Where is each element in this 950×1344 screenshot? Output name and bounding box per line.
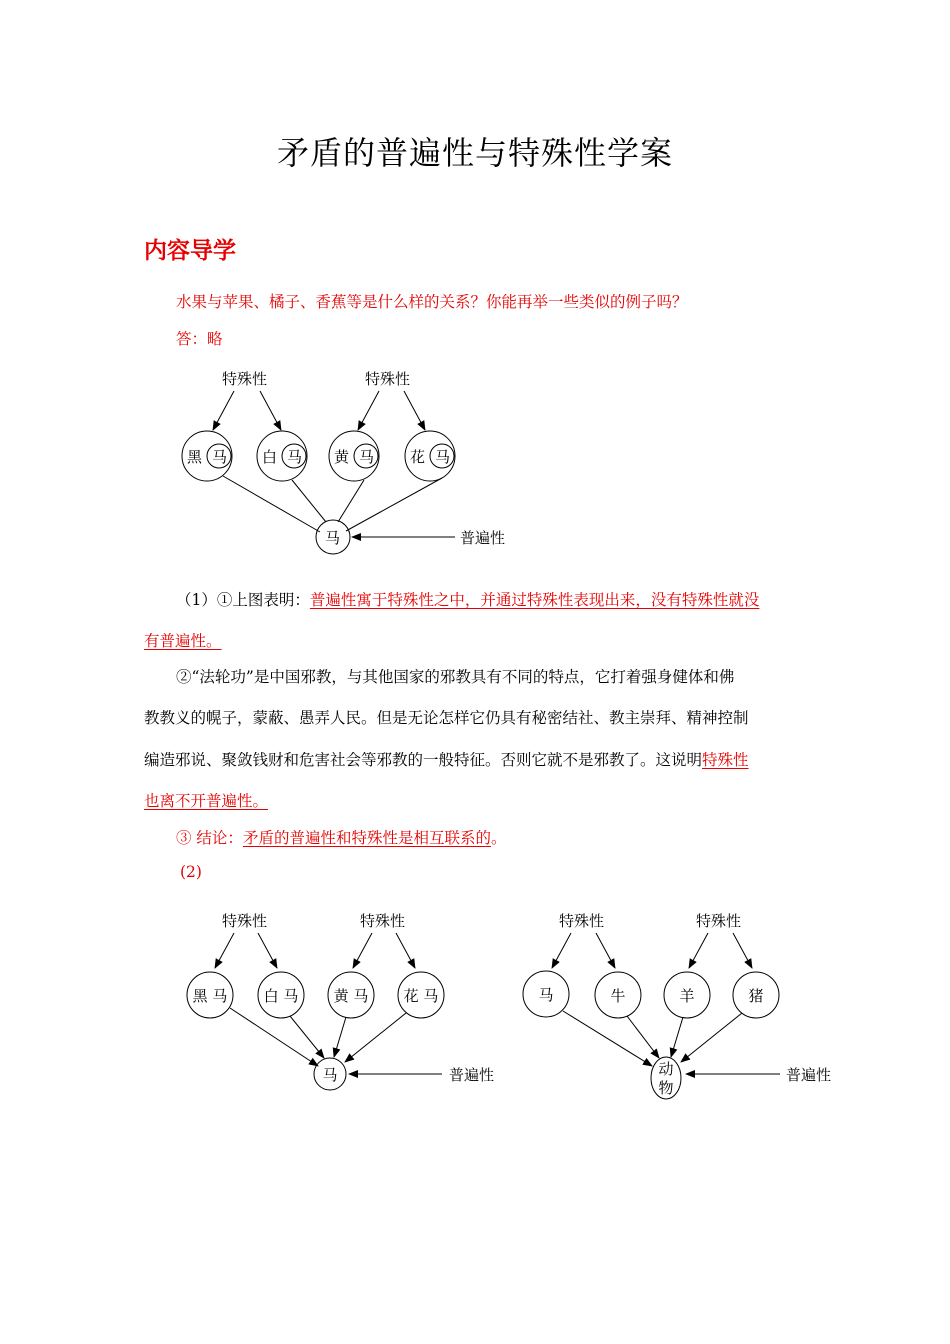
node-label: 马 [538, 986, 554, 1004]
page-title: 矛盾的普遍性与特殊性学案 [276, 134, 673, 172]
node-left-char: 黑 [187, 448, 203, 466]
node-right-char: 马 [212, 448, 228, 466]
item1-prefix: （1）①上图表明： [176, 591, 310, 609]
item2-line3-underline: 特殊性 [702, 751, 749, 769]
particularity-label: 特殊性 [696, 912, 742, 930]
center-node-label: 马 [325, 529, 341, 547]
particularity-label: 特殊性 [559, 912, 605, 930]
node-left-char: 花 [410, 448, 426, 466]
node-label: 羊 [679, 987, 695, 1005]
node-label: 牛 [610, 987, 626, 1005]
node-left-char: 黄 [334, 448, 350, 466]
item3-suffix: 。 [490, 829, 507, 847]
particularity-label: 特殊性 [365, 370, 411, 388]
node-label: 猪 [748, 987, 764, 1005]
node-right-char: 马 [435, 448, 451, 466]
item2-line4-underline: 也离不开普遍性。 [144, 792, 269, 810]
node-label: 黑 马 [192, 987, 228, 1005]
item2-line3-text: 编造邪说、聚敛钱财和危害社会等邪教的一般特征。否则它就不是邪教了。这说明 [144, 751, 703, 769]
node-label: 花 马 [403, 987, 439, 1005]
node-right-char: 马 [287, 448, 303, 466]
question-text: 水果与苹果、橘子、香蕉等是什么样的关系？你能再举一些类似的例子吗？ [176, 293, 688, 311]
item2-line1: ②“法轮功”是中国邪教，与其他国家的邪教具有不同的特点，它打着强身健体和佛 [176, 668, 735, 686]
particularity-label: 特殊性 [222, 912, 268, 930]
particularity-label: 特殊性 [360, 912, 406, 930]
section-heading: 内容导学 [144, 238, 236, 264]
item3-prefix: ③ 结论： [176, 829, 243, 847]
universality-label: 普遍性 [786, 1066, 832, 1084]
node-left-char: 白 [262, 448, 278, 466]
item4-label: (2) [180, 863, 202, 881]
universality-label: 普遍性 [449, 1066, 495, 1084]
answer-text: 答：略 [176, 330, 223, 348]
universality-label: 普遍性 [460, 529, 506, 547]
particularity-label: 特殊性 [222, 370, 268, 388]
center-node-label-2: 物 [658, 1079, 674, 1097]
node-label: 黄 马 [333, 987, 369, 1005]
item3-underline: 矛盾的普遍性和特殊性是相互联系的 [242, 829, 491, 847]
item1-underline-2: 有普遍性。 [144, 632, 222, 650]
item2-line2: 教教义的幌子，蒙蔽、愚弄人民。但是无论怎样它仍具有秘密结社、教主崇拜、精神控制 [144, 709, 749, 727]
item1-underline-1: 普遍性寓于特殊性之中，并通过特殊性表现出来，没有特殊性就没 [309, 591, 760, 609]
node-right-char: 马 [359, 448, 375, 466]
center-node-label: 马 [322, 1066, 338, 1084]
center-node-label-1: 动 [658, 1060, 674, 1078]
node-label: 白 马 [263, 987, 299, 1005]
